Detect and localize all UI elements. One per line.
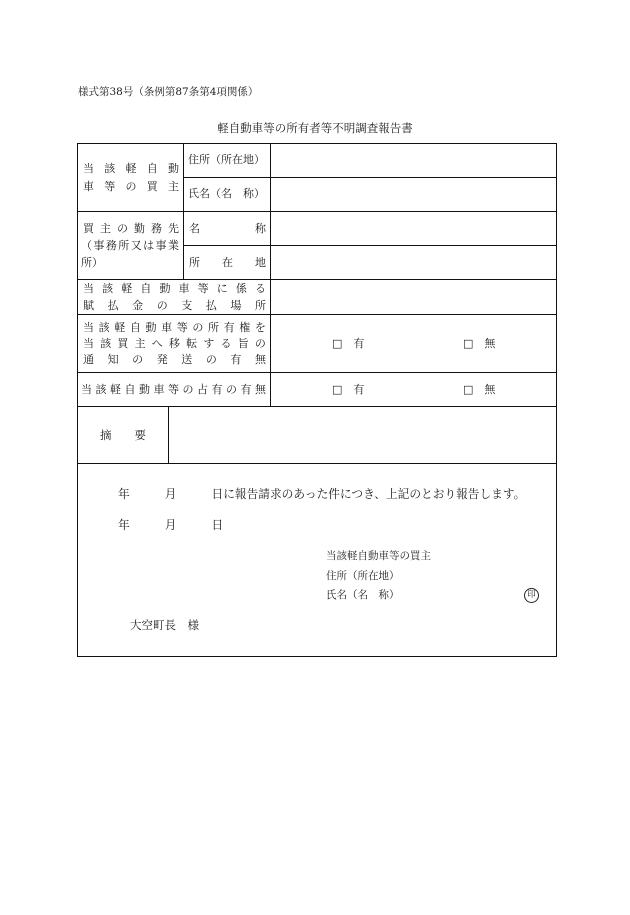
- label-glyph: の: [125, 180, 137, 193]
- label-glyph: 払: [205, 299, 217, 312]
- label-glyph: 当: [83, 162, 94, 175]
- label-glyph: 業: [167, 239, 179, 252]
- form-number: 様式第38号（条例第87条第4項関係）: [78, 86, 259, 98]
- label-glyph: 転: [186, 337, 198, 350]
- label-glyph: 車: [83, 180, 94, 193]
- employer-location-label: 所 在 地: [189, 256, 266, 269]
- table-rule: [183, 143, 184, 280]
- label-glyph: 金: [132, 299, 144, 312]
- label-glyph: 買: [117, 337, 129, 350]
- label-glyph: の: [192, 321, 204, 334]
- label-glyph: 該: [104, 162, 116, 175]
- label-glyph: 有: [211, 383, 223, 396]
- label-glyph: は: [143, 239, 155, 252]
- label-glyph: の: [254, 337, 266, 350]
- label-glyph: 務: [151, 222, 162, 235]
- label-glyph: 買: [83, 222, 94, 235]
- transfer-notice-label-line: [83, 353, 266, 366]
- label-glyph: 事: [93, 239, 105, 252]
- label-glyph: に: [216, 282, 228, 295]
- label-glyph: 該: [95, 383, 107, 396]
- label-glyph: 有: [223, 321, 235, 334]
- label-glyph: 軽: [121, 282, 133, 295]
- possession-option-no: □ 無: [463, 383, 496, 396]
- addressee: 大空町長 様: [130, 618, 199, 632]
- label-glyph: 自: [146, 162, 158, 175]
- label-glyph: 主: [100, 222, 111, 235]
- label-glyph: 払: [107, 299, 119, 312]
- label-glyph: 該: [102, 282, 114, 295]
- transfer-notice-option-yes: □ 有: [332, 337, 365, 350]
- label-glyph: 送: [181, 353, 193, 366]
- label-glyph: を: [254, 321, 266, 334]
- label-glyph: 権: [239, 321, 251, 334]
- label-glyph: へ: [151, 337, 163, 350]
- label-glyph: 務: [105, 239, 117, 252]
- document-title: 軽自動車等の所有者等不明調査報告書: [217, 121, 413, 135]
- label-glyph: 旨: [237, 337, 249, 350]
- label-glyph: の: [182, 383, 194, 396]
- label-glyph: 場: [230, 299, 242, 312]
- label-glyph: る: [220, 337, 232, 350]
- table-rule: [77, 372, 557, 373]
- report-date-line: 年 月 日: [118, 518, 224, 532]
- label-glyph: 自: [140, 282, 152, 295]
- label-glyph: る: [254, 282, 266, 295]
- label-glyph: 賦: [83, 299, 94, 312]
- label-glyph: の: [156, 299, 168, 312]
- label-glyph: 通: [83, 353, 94, 366]
- label-glyph: の: [205, 353, 217, 366]
- possession-option-yes: □ 有: [332, 383, 365, 396]
- label-glyph: 等: [176, 321, 188, 334]
- label-glyph: 又: [130, 239, 142, 252]
- transfer-notice-option-no: □ 無: [463, 337, 496, 350]
- label-glyph: 所: [118, 239, 130, 252]
- label-glyph: の: [226, 383, 237, 396]
- label-glyph: 軽: [114, 321, 126, 334]
- label-glyph: 動: [159, 282, 171, 295]
- buyer-label-line: [83, 162, 179, 175]
- label-glyph: 軽: [125, 162, 137, 175]
- label-glyph: 所: [208, 321, 219, 334]
- seal-mark-icon: 印: [524, 588, 539, 603]
- label-glyph: 主: [134, 337, 146, 350]
- label-glyph: 買: [146, 180, 158, 193]
- possession-label: [81, 383, 266, 396]
- employer-name-label: 名 称: [189, 222, 266, 235]
- label-glyph: の: [117, 222, 128, 235]
- employer-name-value: [271, 212, 556, 245]
- label-glyph: 係: [235, 282, 247, 295]
- label-glyph: 勤: [134, 222, 145, 235]
- label-glyph: 知: [107, 353, 119, 366]
- buyer-name-value: [271, 178, 556, 211]
- table-rule: [77, 314, 557, 315]
- report-request-line: 年 月 日に報告請求のあった件につき、上記のとおり報告します。: [118, 487, 526, 501]
- buyer-name-label: 氏名（名 称）: [188, 187, 265, 200]
- label-glyph: 車: [161, 321, 173, 334]
- label-glyph: 動: [145, 321, 157, 334]
- reporter-name-label: 氏名（名 称）: [326, 589, 400, 601]
- label-glyph: 該: [100, 337, 112, 350]
- label-glyph: 車: [153, 383, 165, 396]
- transfer-notice-label-line: [83, 337, 266, 350]
- payment-place-label-line: [83, 299, 266, 312]
- employer-label-line: [81, 239, 179, 252]
- label-glyph: 等: [104, 180, 116, 193]
- reporter-title: 当該軽自動車等の買主: [326, 550, 431, 562]
- label-glyph: 発: [156, 353, 168, 366]
- label-glyph: 動: [168, 162, 179, 175]
- payment-place-label-line: [83, 282, 266, 295]
- reporter-address-label: 住所（所在地）: [326, 570, 400, 582]
- label-glyph: 所: [254, 299, 266, 312]
- label-glyph: 当: [83, 321, 94, 334]
- label-glyph: す: [203, 337, 215, 350]
- label-glyph: 等: [168, 383, 179, 396]
- label-glyph: 自: [124, 383, 136, 396]
- label-glyph: 当: [83, 337, 94, 350]
- employer-label-line: 所）: [81, 256, 103, 269]
- employer-location-value: [271, 246, 556, 279]
- remarks-value: [169, 407, 556, 463]
- label-glyph: 事: [155, 239, 167, 252]
- label-glyph: 有: [240, 383, 252, 396]
- employer-label-line: [83, 222, 179, 235]
- label-glyph: 軽: [110, 383, 121, 396]
- remarks-label: 摘 要: [100, 428, 146, 442]
- label-glyph: の: [132, 353, 144, 366]
- label-glyph: 自: [129, 321, 141, 334]
- payment-place-value: [271, 280, 556, 314]
- label-glyph: 無: [255, 383, 266, 396]
- label-glyph: 該: [98, 321, 110, 334]
- label-glyph: 等: [197, 282, 209, 295]
- label-glyph: 占: [197, 383, 208, 396]
- label-glyph: 無: [254, 353, 266, 366]
- label-glyph: （: [81, 239, 92, 252]
- buyer-label-line: [83, 180, 179, 193]
- buyer-address-value: [271, 144, 556, 177]
- label-glyph: 支: [181, 299, 193, 312]
- transfer-notice-label-line: [83, 321, 266, 334]
- label-glyph: 先: [168, 222, 179, 235]
- label-glyph: 動: [139, 383, 150, 396]
- label-glyph: 当: [83, 282, 94, 295]
- label-glyph: 車: [178, 282, 190, 295]
- label-glyph: 当: [81, 383, 92, 396]
- label-glyph: 有: [230, 353, 242, 366]
- buyer-address-label: 住所（所在地）: [188, 153, 265, 166]
- label-glyph: 主: [168, 180, 179, 193]
- label-glyph: 移: [168, 337, 180, 350]
